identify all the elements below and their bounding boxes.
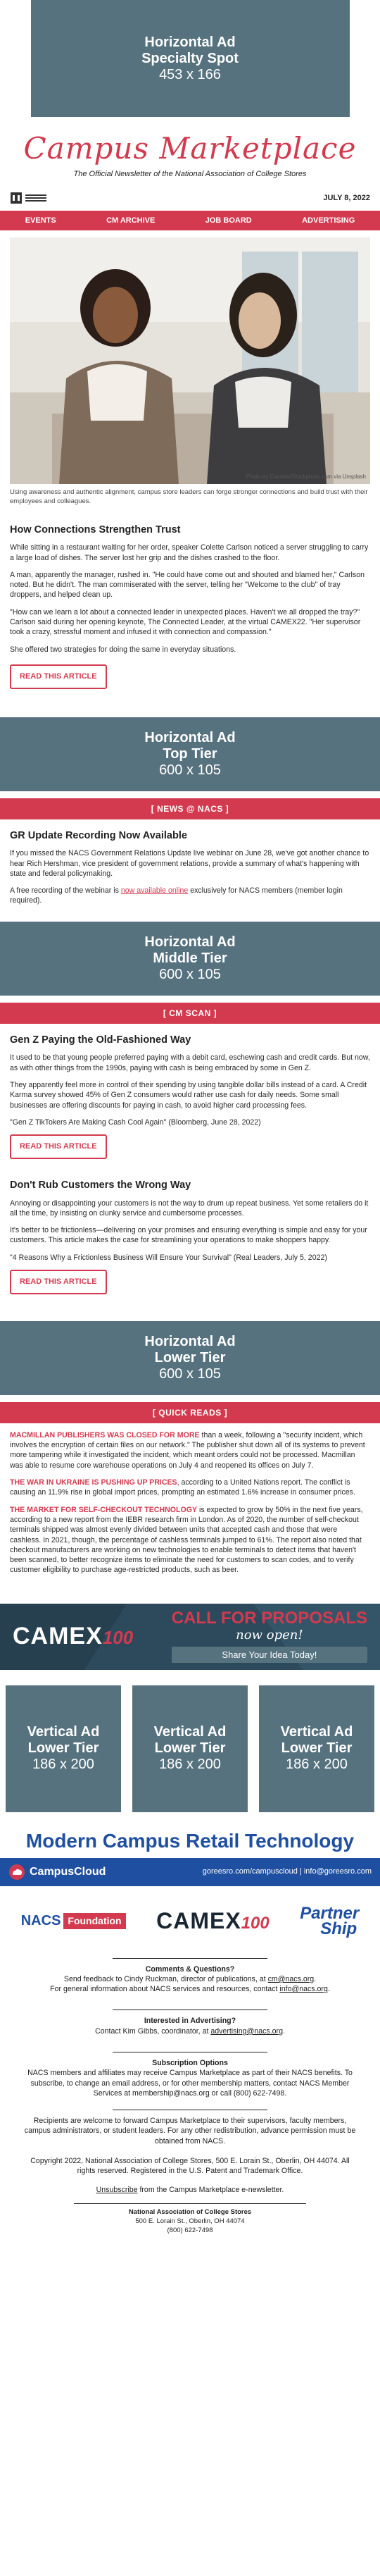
article-paragraph: Annoying or disappointing your customers is not the way to drum up repeat business. Yet some retailers do it all the time, by insisting on clunky service and cumbersome processes. bbox=[10, 1199, 369, 1218]
news-article bbox=[0, 819, 380, 906]
quick-item bbox=[10, 1478, 370, 1498]
ad-line2: Lower Tier bbox=[154, 1740, 226, 1757]
quick-item bbox=[10, 1505, 370, 1575]
middle-tier-ad[interactable] bbox=[0, 922, 380, 996]
vertical-ad[interactable] bbox=[6, 1685, 121, 1812]
camex-word: CAMEX bbox=[156, 1907, 241, 1933]
top-ad[interactable] bbox=[0, 0, 380, 117]
nav-advertising[interactable]: ADVERTISING bbox=[302, 216, 355, 225]
masthead-subtitle: The Official Newsletter of the National Association of College Stores bbox=[73, 170, 307, 179]
scan-article-genz bbox=[0, 1024, 380, 1159]
ad-line2: Lower Tier bbox=[281, 1740, 353, 1757]
nav-cm-archive[interactable]: CM ARCHIVE bbox=[106, 216, 156, 225]
article-title: Don't Rub Customers the Wrong Way bbox=[10, 1179, 191, 1191]
article-connections bbox=[0, 507, 380, 689]
vertical-ad[interactable] bbox=[132, 1685, 248, 1812]
quick-reads bbox=[0, 1423, 380, 1575]
campuscloud-links[interactable]: goreesro.com/campuscloud | info@goreesro.com bbox=[202, 1867, 372, 1876]
advertising-line: Contact Kim Gibbs, coordinator, at advertising@nacs.org. bbox=[95, 2026, 285, 2036]
info-email-link[interactable]: info@nacs.org bbox=[279, 1985, 328, 1994]
text-fragment: Send feedback to Cindy Ruckman, director of publications, at bbox=[63, 1974, 268, 1983]
copyright-text: Copyright 2022, National Association of College Stores, 500 E. Lorain St., Oberlin, OH 44074. All rights reserved. Registered in the U.S. Patent and Trademark Office. bbox=[30, 2157, 350, 2176]
quick-item-text: is expected to grow by 50% in the next five years, according to a new report from the IEBR research firm in London. As of 2020, the number of self-checkout terminals shipped was almost evenly divided between units that accepted cash and those that were cashless. In 2021, though, the percentage of cashless terminals jumped to 61%. The report also noted that checkout manufacturers are working on new technologies to enable terminals to detect items that haven't been scanned, to better recognize items to eliminate the need for customers to scan codes, and to verify customer eligibility to purchase age-restricted products, such as beer. bbox=[10, 1505, 363, 1575]
article-paragraph: It's better to be frictionless—delivering on your promises and ensuring everything is simple and easy for your customers. This article makes the case for streamlining your operations to make shoppers happy. bbox=[10, 1226, 367, 1245]
ad-line1: Horizontal Ad bbox=[144, 934, 236, 950]
hero-credit: Photo by Claudia/iStockphoto.com via Unsplash bbox=[246, 473, 366, 481]
webinar-link[interactable]: now available online bbox=[120, 886, 189, 896]
nacs-building-icon bbox=[10, 191, 23, 205]
camex-logo bbox=[13, 1621, 133, 1653]
read-article-button[interactable]: READ THIS ARTICLE bbox=[10, 1270, 107, 1294]
masthead-title: Campus Marketplace bbox=[23, 131, 357, 166]
partner-logos-row bbox=[0, 1896, 380, 1947]
partnership-logo[interactable] bbox=[300, 1903, 360, 1938]
read-article-button[interactable]: READ THIS ARTICLE bbox=[10, 664, 107, 689]
ad-dims: 186 x 200 bbox=[159, 1757, 221, 1773]
subscription-text: NACS members and affiliates may receive Campus Marketplace as part of their NACS benefits. To subscribe, to change an email address, or for other membership matters, contact NACS Member Services at membership@nacs.org or call (800) 622-7498. bbox=[27, 2069, 353, 2098]
org-name: National Association of College Stores bbox=[128, 2207, 252, 2216]
ad-line1: Vertical Ad bbox=[280, 1724, 353, 1740]
cloud-icon bbox=[8, 1864, 25, 1881]
org-address: 500 E. Lorain St., Oberlin, OH 44074 bbox=[135, 2217, 245, 2225]
campuscloud-logo: CampusCloud bbox=[30, 1865, 106, 1878]
ad-line1: Vertical Ad bbox=[153, 1724, 227, 1740]
ad-line2: Top Tier bbox=[163, 745, 217, 762]
article-source: "Gen Z TikTokers Are Making Cash Cool Again" (Bloomberg, June 28, 2022) bbox=[10, 1117, 261, 1127]
comments-line: Send feedback to Cindy Ruckman, director of publications, at cm@nacs.org. bbox=[63, 1974, 317, 1983]
article-source: "4 Reasons Why a Frictionless Business Will Ensure Your Survival" (Real Leaders, July 5, 2022) bbox=[10, 1253, 327, 1262]
issue-date: JULY 8, 2022 bbox=[323, 193, 370, 202]
campuscloud-ad[interactable] bbox=[0, 1831, 380, 1886]
text-fragment: exclusively for NACS members (member login required). bbox=[10, 886, 343, 905]
camex-word: CAMEX bbox=[13, 1622, 103, 1649]
top-ad-line1: Horizontal Ad bbox=[144, 34, 236, 50]
unsubscribe-text: from the Campus Marketplace e-newsletter. bbox=[137, 2185, 284, 2194]
ad-dims: 600 x 105 bbox=[159, 966, 221, 982]
article-paragraph: A man, apparently the manager, rushed in. "He could have come out and shouted and blamed her," Carlson noted. But he didn't. The man commiserated with the server, telling her "Welcome to the club" of tray droppers, and helped clean up. bbox=[10, 570, 365, 600]
scan-article-customers bbox=[0, 1159, 380, 1294]
top-tier-ad[interactable] bbox=[0, 717, 380, 791]
foundation-word: Foundation bbox=[63, 1913, 125, 1929]
article-paragraph bbox=[10, 886, 370, 906]
ad-line2: Lower Tier bbox=[27, 1740, 99, 1757]
text-fragment: For general information about NACS services and resources, contact bbox=[50, 1985, 280, 1994]
text-fragment: Contact Kim Gibbs, coordinator, at bbox=[95, 2026, 211, 2036]
ad-dims: 600 x 105 bbox=[159, 762, 221, 778]
article-paragraph: If you missed the NACS Government Relations Update live webinar on June 28, we've got another chance to hear Rich Hershman, vice president of government relations, provide a summary of what's happening with state and federal policymaking. bbox=[10, 849, 369, 878]
campuscloud-headline: Modern Campus Retail Technology bbox=[25, 1829, 355, 1852]
campuscloud-bar bbox=[0, 1858, 380, 1886]
article-paragraph: "How can we learn a lot about a connected leader in unexpected places. Haven't we all dropped the tray?" Carlson said during her opening keynote, The Connected Leader, at the virtual CAMEX22. "Her supervisor took a crazy, stressful moment and infused it with connection and compassion." bbox=[10, 607, 361, 637]
camex-partner-logo[interactable] bbox=[156, 1906, 270, 1936]
subscription-title: Subscription Options bbox=[152, 2059, 228, 2067]
cm-email-link[interactable]: cm@nacs.org bbox=[267, 1974, 315, 1983]
ad-line2: Lower Tier bbox=[154, 1349, 226, 1366]
info-line: For general information about NACS services and resources, contact info@nacs.org. bbox=[50, 1985, 330, 1994]
ad-line1: Horizontal Ad bbox=[144, 1333, 236, 1349]
hero-image[interactable] bbox=[10, 237, 370, 484]
ad-dims: 600 x 105 bbox=[159, 1366, 221, 1382]
nav-bar bbox=[0, 211, 380, 230]
nacs-logo[interactable] bbox=[10, 191, 46, 205]
article-paragraph: While sitting in a restaurant waiting for her order, speaker Colette Carlson noticed a server struggling to carry a large load of dishes. The server lost her grip and the dishes crashed to the floor. bbox=[10, 543, 369, 562]
footer bbox=[0, 1947, 380, 2243]
quick-item-text: than a week, following a "security incident, which involves the encryption of certain files on our network." The publisher shut down all of its systems to prevent more tampering while it investigated the incident, which meant orders could not be processed. Macmillan was able to resume core warehouse operations on July 4 and reopened its offices on July 7. bbox=[10, 1430, 365, 1470]
now-open: now open! bbox=[236, 1628, 303, 1643]
cm-scan-banner: [ CM SCAN ] bbox=[0, 1003, 380, 1024]
read-article-button[interactable]: READ THIS ARTICLE bbox=[10, 1134, 107, 1159]
camex-proposals-banner[interactable] bbox=[0, 1604, 380, 1670]
ad-dims: 186 x 200 bbox=[32, 1757, 94, 1773]
advertising-email-link[interactable]: advertising@nacs.org bbox=[210, 2026, 283, 2036]
article-paragraph: She offered two strategies for doing the same in everyday situations. bbox=[10, 645, 236, 654]
partner-word: Partner bbox=[300, 1903, 360, 1923]
quick-reads-banner: [ QUICK READS ] bbox=[0, 1402, 380, 1423]
hero-caption: Using awareness and authentic alignment, campus store leaders can forge stronger connections and build trust with their employees and colleagues. bbox=[10, 488, 368, 505]
lower-tier-ad[interactable] bbox=[0, 1321, 380, 1395]
text-fragment: A free recording of the webinar is bbox=[10, 886, 121, 896]
advertising-title: Interested in Advertising? bbox=[144, 2017, 236, 2026]
ship-word: Ship bbox=[320, 1919, 357, 1938]
hero-photo-illustration bbox=[10, 237, 370, 484]
quick-item-link[interactable]: THE WAR IN UKRAINE IS PUSHING UP PRICES bbox=[10, 1478, 177, 1487]
article-title: GR Update Recording Now Available bbox=[10, 829, 187, 841]
quick-item-link[interactable]: MACMILLAN PUBLISHERS WAS CLOSED FOR MORE bbox=[10, 1430, 200, 1439]
article-title: Gen Z Paying the Old-Fashioned Way bbox=[10, 1034, 191, 1046]
camex-number: 100 bbox=[241, 1913, 270, 1933]
top-ad-line2: Specialty Spot bbox=[141, 50, 239, 66]
quick-item-link[interactable]: THE MARKET FOR SELF-CHECKOUT TECHNOLOGY bbox=[10, 1505, 198, 1514]
news-banner: [ NEWS @ NACS ] bbox=[0, 798, 380, 819]
article-paragraph: It used to be that young people preferred paying with a debit card, eschewing cash and credit cards. But now, as with other things from the 1990s, paying with cash is being embraced by some in Gen Z. bbox=[10, 1053, 370, 1072]
quick-item bbox=[10, 1430, 370, 1470]
quick-item-text: , according to a United Nations report. The conflict is causing an 11.9% rise in global import prices, prompting an estimated 1.6% increase in consumer prices. bbox=[10, 1478, 355, 1497]
camex-number: 100 bbox=[102, 1626, 134, 1648]
top-ad-dims: 453 x 166 bbox=[159, 66, 221, 82]
nav-job-board[interactable]: JOB BOARD bbox=[205, 216, 252, 225]
ad-line2: Middle Tier bbox=[153, 950, 227, 966]
forwarding-text: Recipients are welcome to forward Campus Marketplace to their supervisors, faculty members, campus administrators, or student leaders. For any other redistribution, advance permission must be obtained from NACS. bbox=[24, 2117, 356, 2145]
vertical-ads-row bbox=[0, 1670, 380, 1812]
ad-line1: Horizontal Ad bbox=[144, 729, 236, 745]
call-for-proposals: CALL FOR PROPOSALS bbox=[171, 1609, 367, 1628]
org-phone: (800) 622-7498 bbox=[167, 2226, 213, 2234]
nav-events[interactable]: EVENTS bbox=[25, 216, 56, 225]
ad-dims: 186 x 200 bbox=[286, 1757, 348, 1773]
unsubscribe-link[interactable]: Unsubscribe bbox=[96, 2185, 138, 2194]
masthead bbox=[0, 117, 380, 180]
ad-line1: Vertical Ad bbox=[27, 1724, 100, 1740]
share-idea: Share Your Idea Today! bbox=[172, 1647, 367, 1664]
comments-title: Comments & Questions? bbox=[145, 1964, 235, 1974]
article-title: How Connections Strengthen Trust bbox=[10, 524, 181, 535]
logo-date-row bbox=[0, 180, 380, 211]
vertical-ad[interactable] bbox=[259, 1685, 374, 1812]
nacs-foundation-logo[interactable]: NACS Foundation bbox=[21, 1912, 126, 1931]
article-paragraph: They apparently feel more in control of their spending by using tangible dollar bills instead of a card. A Credit Karma survey showed 45% of Gen Z consumers would rather use cash for daily needs. Some small businesses are offering discounts for paying in cash, to avoid higher card processing fees. bbox=[10, 1080, 367, 1110]
